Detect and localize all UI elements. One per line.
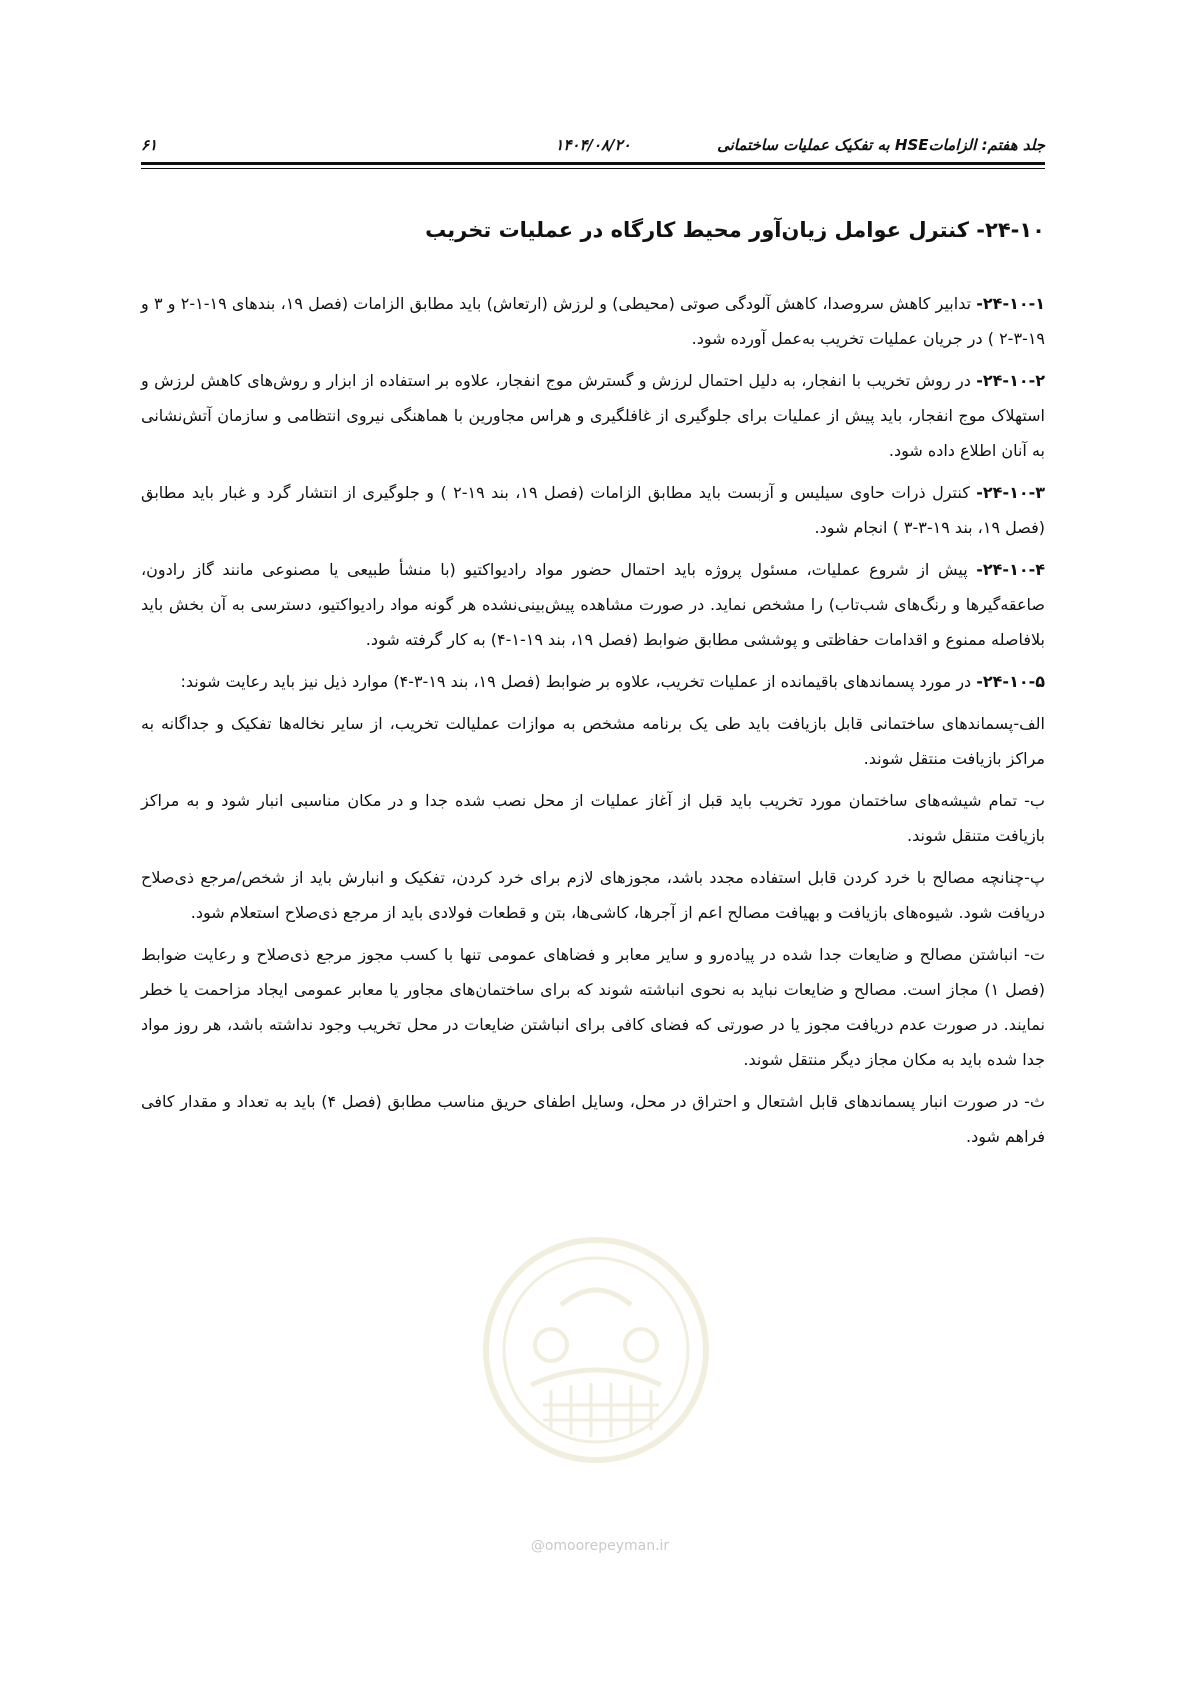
watermark-text: @omoorepeyman.ir — [530, 1538, 670, 1554]
paragraph-text: در مورد پسماندهای باقیمانده از عملیات تخریب، علاوه بر ضوابط (فصل ۱۹، بند ۱۹-۳-۴) موارد ذیل نیز باید رعایت شوند: — [180, 672, 977, 691]
paragraph-text: کنترل ذرات حاوی سیلیس و آزبست باید مطابق الزامات (فصل ۱۹، بند ۱۹-۲ ) و جلوگیری از انتشار گرد و غبار باید مطابق (فصل ۱۹، بند ۱۹-۳-۳ ) انجام شود. — [141, 483, 1045, 537]
header-volume-prefix: جلد هفتم: الزامات — [928, 136, 1045, 154]
paragraph-text: پیش از شروع عملیات، مسئول پروژه باید احتمال حضور مواد رادیواکتیو (با منشأ طبیعی یا مصنوعی مانند گاز رادون، صاعقه‌گیرها و رنگ‌های شب‌تاب) را مشخص نماید. در صورت مشاهده پیش‌بینی‌نشده هر گونه مواد رادیواکتیو، دسترسی به آن بخش باید بلافاصله ممنوع و اقدامات حفاظتی و پوششی مطابق ضوابط (فصل ۱۹، بند ۱۹-۱-۴) به کار گرفته شود. — [141, 560, 1045, 649]
paragraph — [141, 475, 1045, 545]
header-volume-hse: HSE — [894, 136, 929, 154]
paragraph — [141, 664, 1045, 699]
header-volume-title — [717, 136, 1045, 154]
list-item — [141, 783, 1045, 853]
body-text — [141, 286, 1045, 1161]
paragraph-text: تدابیر کاهش سروصدا، کاهش آلودگی صوتی (محیطی) و لرزش (ارتعاش) باید مطابق الزامات (فصل ۱۹، بندهای ۱۹-۱-۲ و ۳ و ۱۹-۳-۲ ) در جریان عملیات تخریب به‌عمل آورده شود. — [141, 294, 1045, 348]
list-item — [141, 937, 1045, 1077]
paragraph-number: ۲۴-۱۰-۴- — [976, 560, 1045, 579]
paragraph-number: ۲۴-۱۰-۲- — [976, 371, 1045, 390]
list-item — [141, 706, 1045, 776]
paragraph — [141, 286, 1045, 356]
paragraph — [141, 552, 1045, 657]
paragraph-number: ۲۴-۱۰-۱- — [976, 294, 1046, 313]
paragraph-text: الف-پسماندهای ساختمانی قابل بازیافت باید طی یک برنامه مشخص به موازات عملیالت تخریب، از سایر نخاله‌ها تفکیک و جداگانه به مراکز بازیافت منتقل شوند. — [141, 714, 1045, 768]
paragraph — [141, 363, 1045, 468]
paragraph-text: پ-چنانچه مصالح با خرد کردن قابل استفاده مجدد باشد، مجوزهای لازم برای خرد کردن، تفکیک و انبارش باید از شخص/مرجع ذی‌صلاح دریافت شود. شیوه‌های بازیافت و بهیافت مصالح اعم از آجرها، کاشی‌ها، بتن و قطعات فولادی باید از مرجع ذی‌صلاح استعلام شود. — [141, 868, 1045, 922]
paragraph-text: ث- در صورت انبار پسماندهای قابل اشتعال و احتراق در محل، وسایل اطفای حریق مناسب مطابق (فصل ۴) باید به تعداد و مقدار کافی فراهم شود. — [141, 1092, 1045, 1146]
list-item — [141, 860, 1045, 930]
running-header — [141, 130, 1045, 160]
section-title: ۲۴-۱۰- کنترل عوامل زیان‌آور محیط کارگاه در عملیات تخریب — [425, 218, 1045, 242]
header-page-number: ۶۱ — [141, 136, 158, 154]
watermark-seal-icon — [481, 1235, 711, 1465]
header-rule-thick — [141, 162, 1045, 165]
paragraph-number: ۲۴-۱۰-۵- — [976, 672, 1045, 691]
header-volume-suffix: به تفکیک عملیات ساختمانی — [717, 136, 895, 154]
paragraph-text: در روش تخریب با انفجار، به دلیل احتمال لرزش و گسترش موج انفجار، علاوه بر استفاده از ابزار و روش‌های کاهش لرزش و استهلاک موج انفجار، باید پیش از عملیات برای جلوگیری از غافلگیری و هراس مجاورین با هماهنگی نیروی انتظامی و سازمان آتش‌نشانی به آنان اطلاع داده شود. — [141, 371, 1045, 460]
list-item — [141, 1084, 1045, 1154]
paragraph-text: ب- تمام شیشه‌های ساختمان مورد تخریب باید قبل از آغاز عملیات از محل نصب شده جدا و در مکان مناسبی انبار شود و به مراکز بازیافت متنقل شوند. — [141, 791, 1045, 845]
header-date: ۱۴۰۴/۰۸/۲۰ — [555, 136, 631, 154]
header-rule-thin — [141, 168, 1045, 169]
paragraph-text: ت- انباشتن مصالح و ضایعات جدا شده در پیاده‌رو و سایر معابر و فضاهای عمومی تنها با کسب مجوز مرجع ذی‌صلاح و رعایت ضوابط (فصل ۱) مجاز است. مصالح و ضایعات نباید به نحوی انباشته شوند که برای ساختمان‌های مجاور یا معابر عمومی ایجاد مزاحمت یا خطر نمایند. در صورت عدم دریافت مجوز یا در صورتی که فضای کافی برای انباشتن ضایعات در محل تخریب وجود نداشته باشد، هر روز مواد جدا شده باید به مکان مجاز دیگر منتقل شوند. — [141, 945, 1046, 1069]
paragraph-number: ۲۴-۱۰-۳- — [976, 483, 1046, 502]
